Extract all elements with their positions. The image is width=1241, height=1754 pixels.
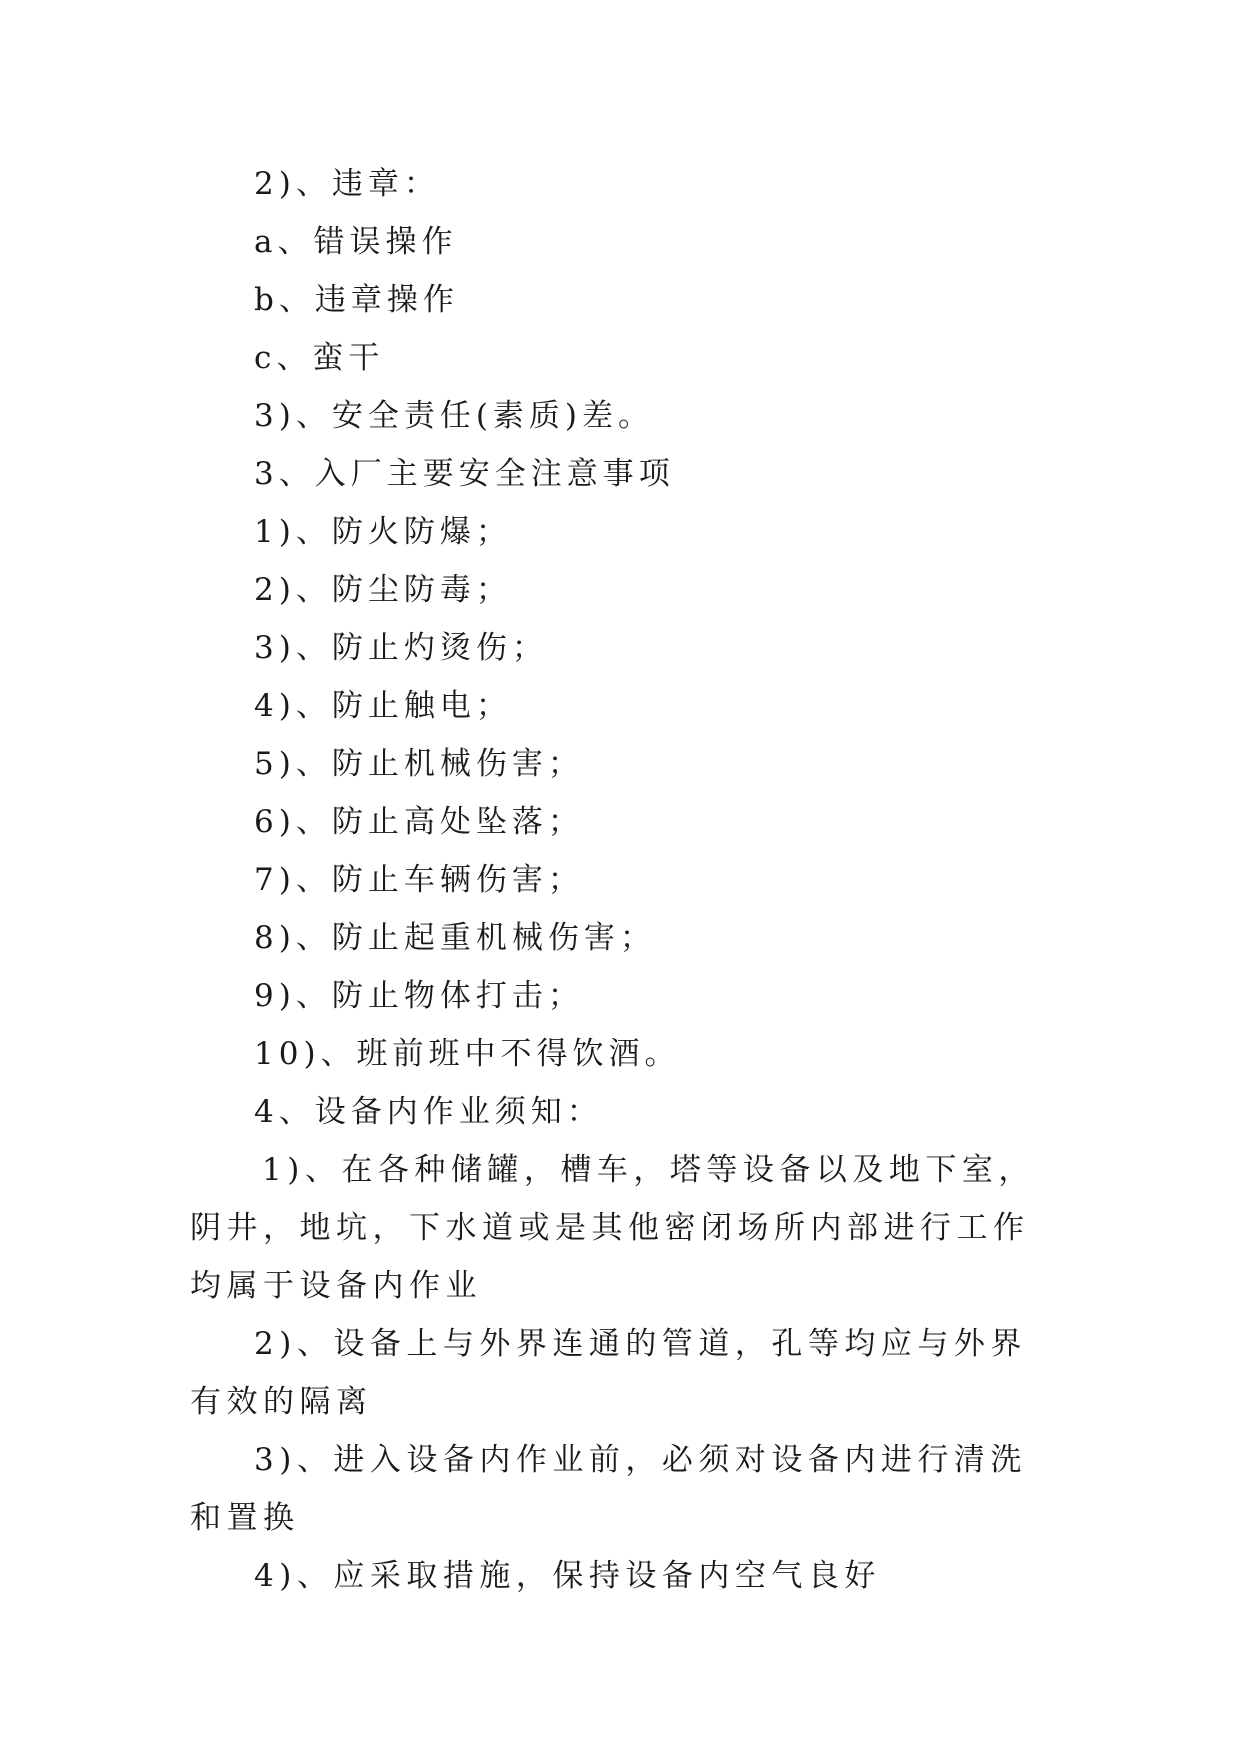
text-line: 3)、防止灼烫伤；	[254, 630, 548, 666]
text-line: c、蛮干	[254, 340, 385, 376]
text-line: 10)、班前班中不得饮酒。	[254, 1036, 681, 1072]
text-line: 2)、违章：	[254, 166, 440, 202]
text-line: 5)、防止机械伤害；	[254, 746, 584, 782]
text-line: 1)、防火防爆；	[254, 514, 512, 550]
text-line: 6)、防止高处坠落；	[254, 804, 584, 840]
text-line: 3)、安全责任(素质)差。	[254, 398, 655, 434]
text-line: 7)、防止车辆伤害；	[254, 862, 584, 898]
text-line: a、错误操作	[254, 224, 458, 260]
paragraph: 3)、进入设备内作业前，必须对设备内进行清洗和置换	[190, 1442, 1027, 1536]
text-line: 8)、防止起重机械伤害；	[254, 920, 656, 956]
paragraph: 2)、设备上与外界连通的管道，孔等均应与外界有效的隔离	[190, 1326, 1027, 1420]
text-line: 4)、防止触电；	[254, 688, 512, 724]
text-line: b、违章操作	[254, 282, 459, 318]
document-body	[190, 155, 1060, 1605]
section-heading: 4、设备内作业须知：	[254, 1094, 603, 1130]
text-line: 9)、防止物体打击；	[254, 978, 584, 1014]
text-line: 2)、防尘防毒；	[254, 572, 512, 608]
paragraph: 1)、在各种储罐，槽车，塔等设备以及地下室，阴井，地坑，下水道或是其他密闭场所内部进行工作均属于设备内作业	[190, 1152, 1035, 1304]
paragraph: 4)、应采取措施，保持设备内空气良好	[254, 1558, 881, 1594]
section-heading: 3、入厂主要安全注意事项	[254, 456, 675, 492]
